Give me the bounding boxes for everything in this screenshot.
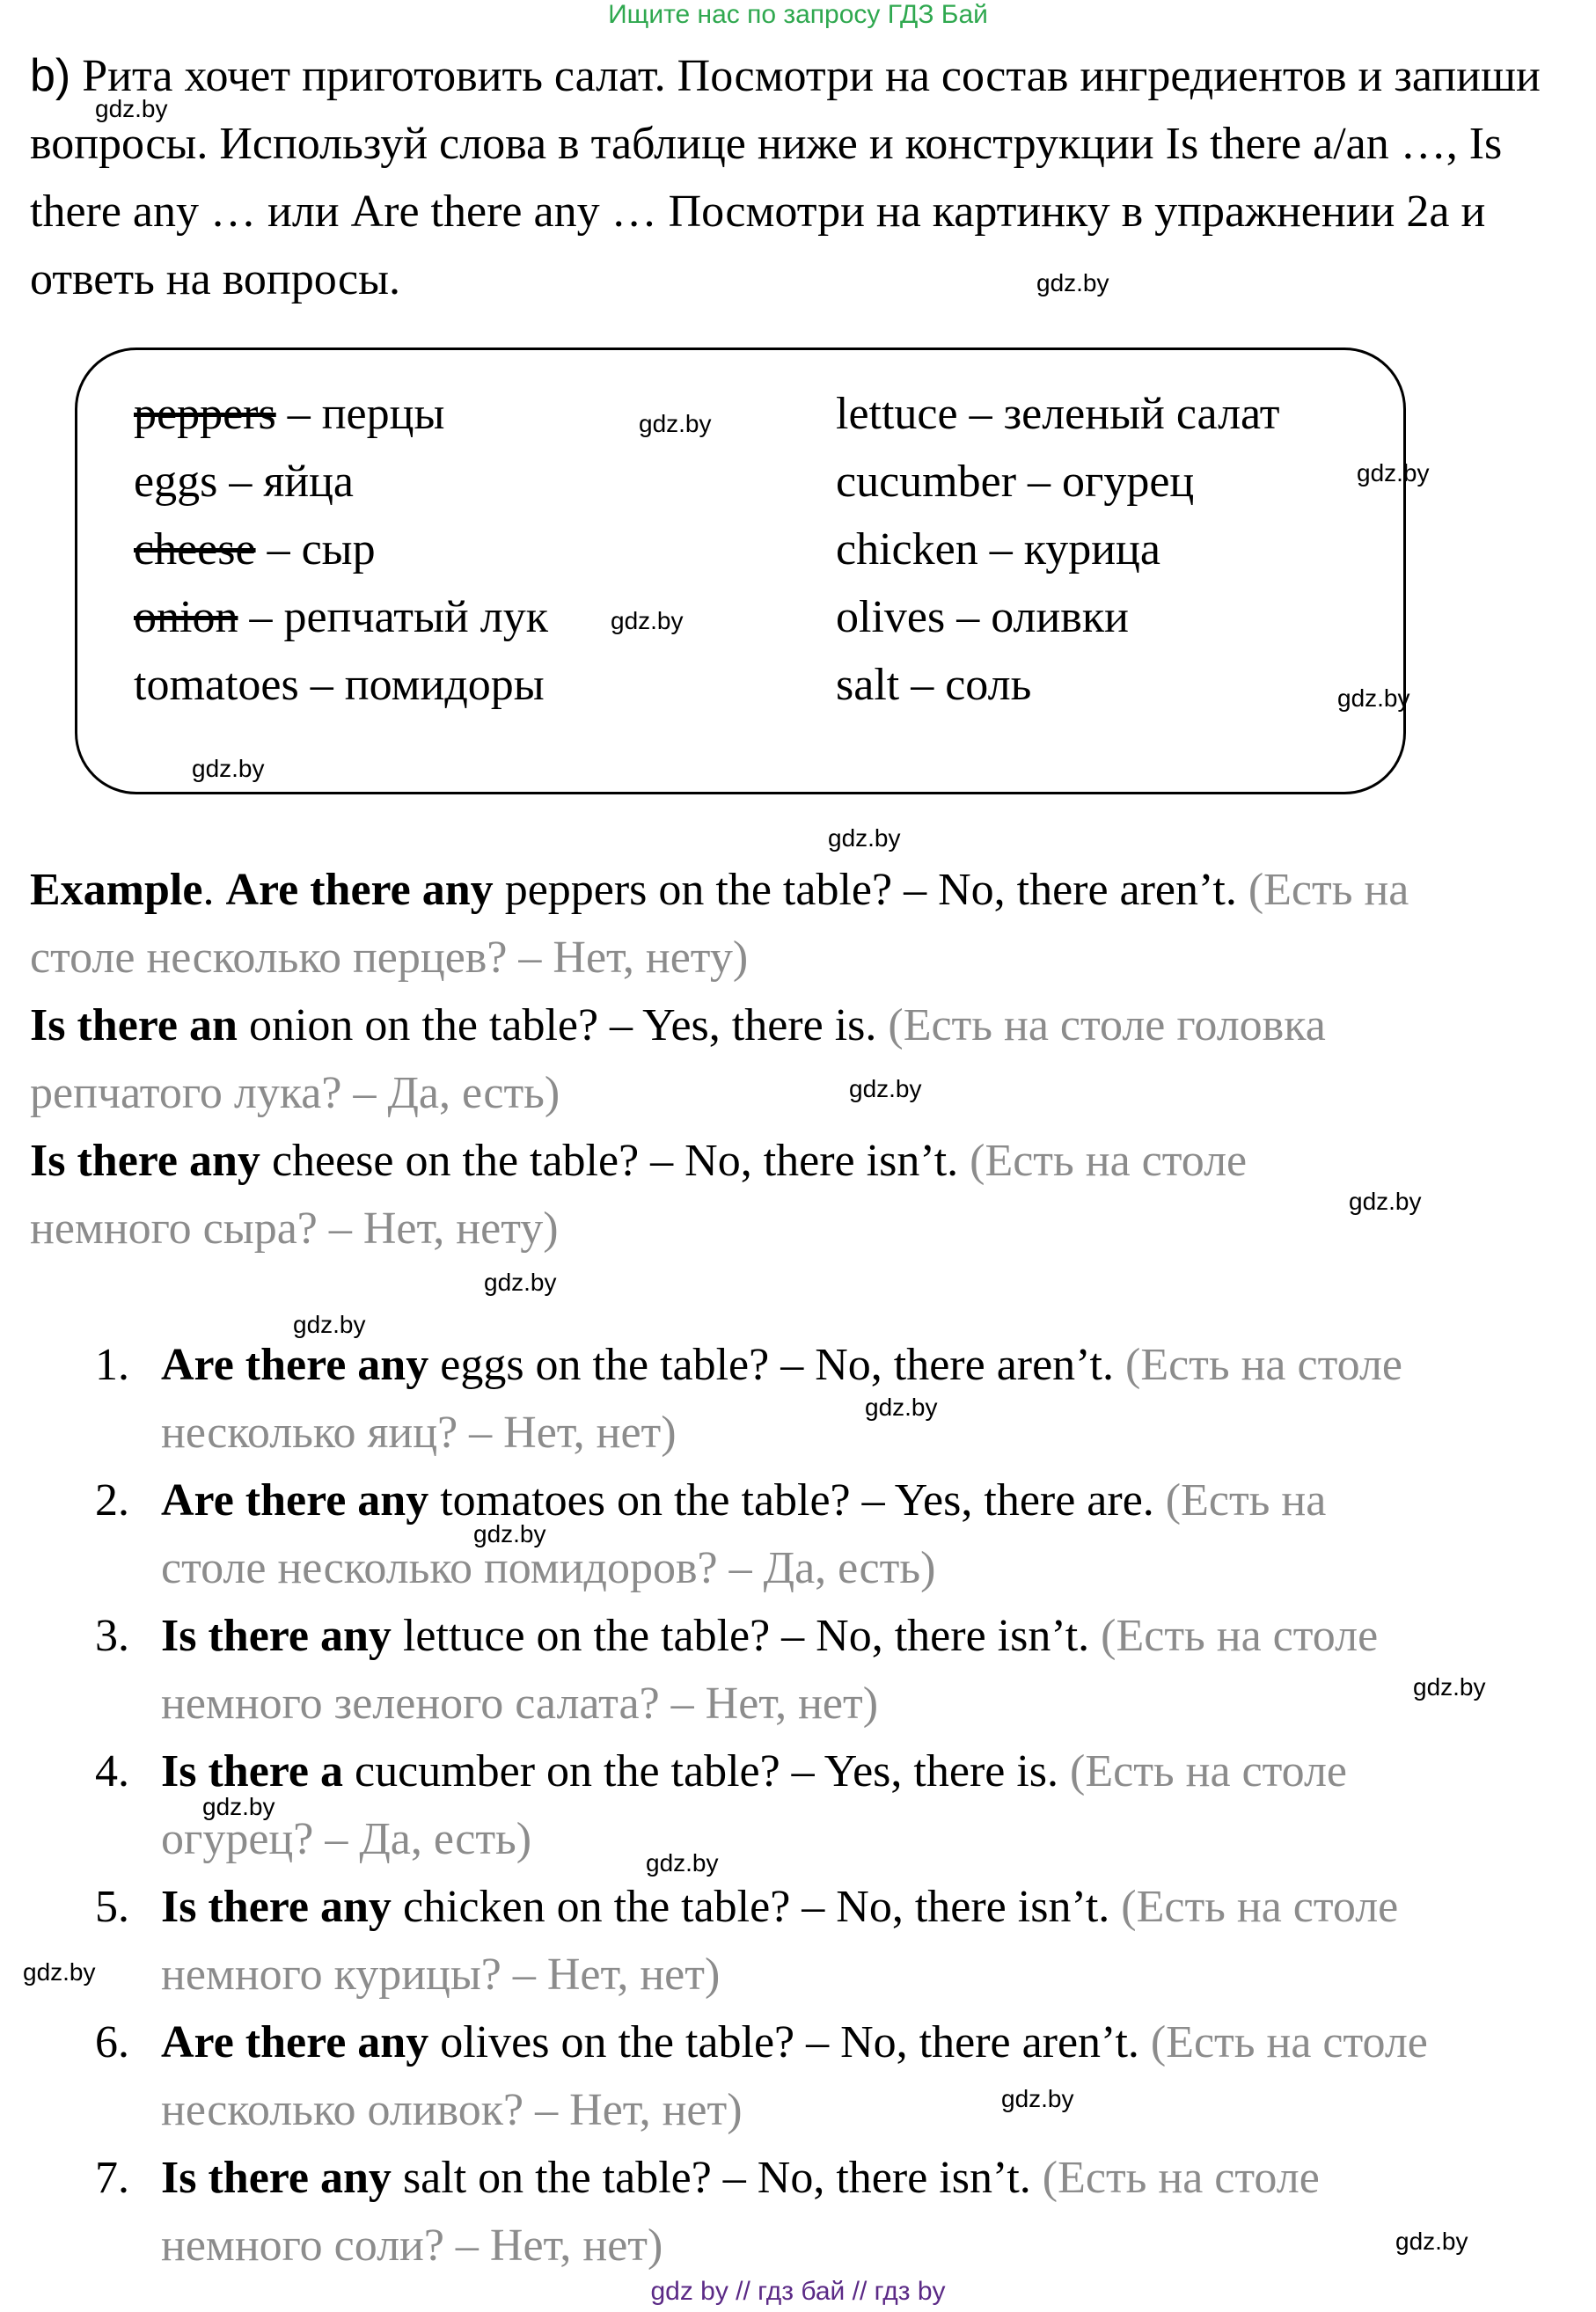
vocab-translation: – репчатый лук: [238, 592, 548, 642]
answer-item: [161, 1474, 1326, 1527]
vocab-item-eggs: [134, 456, 354, 508]
answer-bold: Is there a: [161, 1746, 344, 1796]
answer-rest: eggs on the table? – No, there aren’t.: [428, 1340, 1125, 1390]
task-text: [30, 42, 1578, 313]
watermark: gdz.by: [1036, 269, 1109, 296]
answer-rest: tomatoes on the table? – Yes, there are.: [428, 1475, 1166, 1525]
vocab-item-peppers: [134, 388, 444, 441]
vocab-translation: – помидоры: [298, 660, 545, 710]
watermark: gdz.by: [828, 824, 901, 852]
answer-translation: (Есть на столе: [1150, 2017, 1428, 2067]
watermark: gdz.by: [639, 410, 712, 437]
answer-item: [161, 2016, 1428, 2069]
watermark: gdz.by: [202, 1793, 275, 1820]
watermark: gdz.by: [95, 95, 168, 122]
vocab-translation: – курица: [977, 524, 1160, 574]
vocab-item-cucumber: [836, 456, 1194, 508]
vocab-word: cheese: [134, 524, 256, 574]
vocab-word: olives: [836, 592, 946, 642]
answer-translation-cont: несколько оливок? – Нет, нет): [161, 2085, 743, 2135]
item-number: 4.: [95, 1746, 129, 1796]
watermark: gdz.by: [23, 1958, 96, 1986]
watermark: gdz.by: [484, 1269, 557, 1296]
footer-links[interactable]: gdz by // гдз бай // гдз by: [650, 2277, 946, 2306]
answer-translation-cont: немного курицы? – Нет, нет): [161, 1950, 721, 2000]
watermark: gdz.by: [865, 1394, 938, 1421]
task-body: Рита хочет приготовить салат. Посмотри на состав ингредиентов и запиши вопросы. Используй слова в таблице ниже и конструкции Is there a/an …, Is there any … или Are there any … Посмотри на картинку в упражнении 2а и ответь на вопросы.: [30, 51, 1541, 304]
watermark: gdz.by: [1001, 2085, 1074, 2112]
item-number: 6.: [95, 2017, 129, 2067]
example-rest: peppers on the table? – No, there aren’t.: [493, 865, 1248, 915]
answer-translation-cont: столе несколько помидоров? – Да, есть): [161, 1543, 936, 1593]
vocab-translation: – перцы: [275, 389, 445, 439]
item-number: 1.: [95, 1340, 129, 1390]
example-translation-cont: столе несколько перцев? – Нет, нету): [30, 933, 749, 983]
answer-translation-cont: немного зеленого салата? – Нет, нет): [161, 1679, 879, 1729]
vocab-translation: – оливки: [945, 592, 1129, 642]
example-translation-cont: немного сыра? – Нет, нету): [30, 1204, 559, 1254]
answer-rest: salt on the table? – No, there isn’t.: [391, 2153, 1043, 2203]
example-bold: Is there an: [30, 1000, 238, 1050]
watermark: gdz.by: [1349, 1188, 1422, 1215]
vocab-item-cheese: [134, 523, 376, 576]
vocab-item-lettuce: [836, 388, 1280, 441]
answer-item: [161, 1881, 1398, 1934]
watermark: gdz.by: [1337, 684, 1410, 712]
vocab-word: salt: [836, 660, 900, 710]
answer-bold: Is there any: [161, 1882, 392, 1932]
example-separator: .: [202, 865, 226, 915]
answer-translation: (Есть на: [1165, 1475, 1327, 1525]
answer-bold: Is there any: [161, 2153, 392, 2203]
watermark: gdz.by: [849, 1075, 922, 1102]
example-translation: (Есть на: [1248, 865, 1409, 915]
vocab-translation: – яйца: [217, 457, 354, 507]
item-number: 2.: [95, 1475, 129, 1525]
example-line-3: [30, 1135, 1247, 1188]
vocab-item-tomatoes: [134, 659, 545, 712]
watermark: gdz.by: [192, 755, 265, 782]
vocab-word: onion: [134, 592, 238, 642]
example-prefix: Example: [30, 865, 203, 915]
example-bold: Is there any: [30, 1136, 260, 1186]
watermark: gdz.by: [473, 1520, 546, 1547]
watermark: gdz.by: [1395, 2228, 1468, 2255]
answer-translation-cont: немного соли? – Нет, нет): [161, 2221, 663, 2271]
vocab-translation: – соль: [899, 660, 1032, 710]
example-translation: (Есть на столе головка: [888, 1000, 1326, 1050]
task-label: b): [30, 50, 71, 101]
answer-item: [161, 1745, 1347, 1798]
vocab-translation: – зеленый салат: [957, 389, 1280, 439]
watermark: gdz.by: [1413, 1673, 1486, 1701]
answer-translation: (Есть на столе: [1070, 1746, 1348, 1796]
example-line-2: [30, 999, 1326, 1052]
example-rest: cheese on the table? – No, there isn’t.: [260, 1136, 970, 1186]
answer-bold: Are there any: [161, 1475, 429, 1525]
example-bold: Are there any: [225, 865, 494, 915]
answer-translation: (Есть на столе: [1125, 1340, 1402, 1390]
vocab-item-chicken: [836, 523, 1160, 576]
watermark: gdz.by: [293, 1311, 366, 1338]
vocab-translation: – сыр: [255, 524, 376, 574]
vocab-item-onion: [134, 591, 548, 644]
item-number: 5.: [95, 1882, 129, 1932]
vocab-word: lettuce: [836, 389, 958, 439]
answer-item: [161, 1610, 1378, 1663]
answer-translation-cont: несколько яиц? – Нет, нет): [161, 1408, 677, 1458]
item-number: 3.: [95, 1611, 129, 1661]
answer-bold: Is there any: [161, 1611, 392, 1661]
answer-translation: (Есть на столе: [1121, 1882, 1399, 1932]
example-translation: (Есть на столе: [970, 1136, 1248, 1186]
vocab-word: peppers: [134, 389, 276, 439]
answer-translation: (Есть на столе: [1101, 1611, 1379, 1661]
answer-translation-cont: огурец? – Да, есть): [161, 1814, 532, 1864]
vocab-word: chicken: [836, 524, 978, 574]
answer-bold: Are there any: [161, 2017, 429, 2067]
item-number: 7.: [95, 2153, 129, 2203]
vocab-translation: – огурец: [1016, 457, 1195, 507]
answer-rest: olives on the table? – No, there aren’t.: [428, 2017, 1151, 2067]
answer-item: [161, 2152, 1320, 2205]
vocab-word: eggs: [134, 457, 218, 507]
answer-rest: cucumber on the table? – Yes, there is.: [343, 1746, 1071, 1796]
answer-rest: chicken on the table? – No, there isn’t.: [391, 1882, 1122, 1932]
answer-translation: (Есть на столе: [1042, 2153, 1320, 2203]
answer-bold: Are there any: [161, 1340, 429, 1390]
answer-rest: lettuce on the table? – No, there isn’t.: [391, 1611, 1102, 1661]
example-line-1: [30, 864, 1409, 917]
vocab-item-olives: [836, 591, 1129, 644]
example-rest: onion on the table? – Yes, there is.: [237, 1000, 889, 1050]
watermark: gdz.by: [646, 1849, 719, 1877]
top-banner-link[interactable]: Ищите нас по запросу ГДЗ Бай: [608, 0, 988, 29]
example-translation-cont: репчатого лука? – Да, есть): [30, 1068, 560, 1118]
answer-item: [161, 1339, 1402, 1392]
vocab-word: tomatoes: [134, 660, 299, 710]
vocab-word: cucumber: [836, 457, 1017, 507]
vocab-item-salt: [836, 659, 1031, 712]
watermark: gdz.by: [611, 607, 684, 634]
watermark: gdz.by: [1357, 459, 1430, 487]
